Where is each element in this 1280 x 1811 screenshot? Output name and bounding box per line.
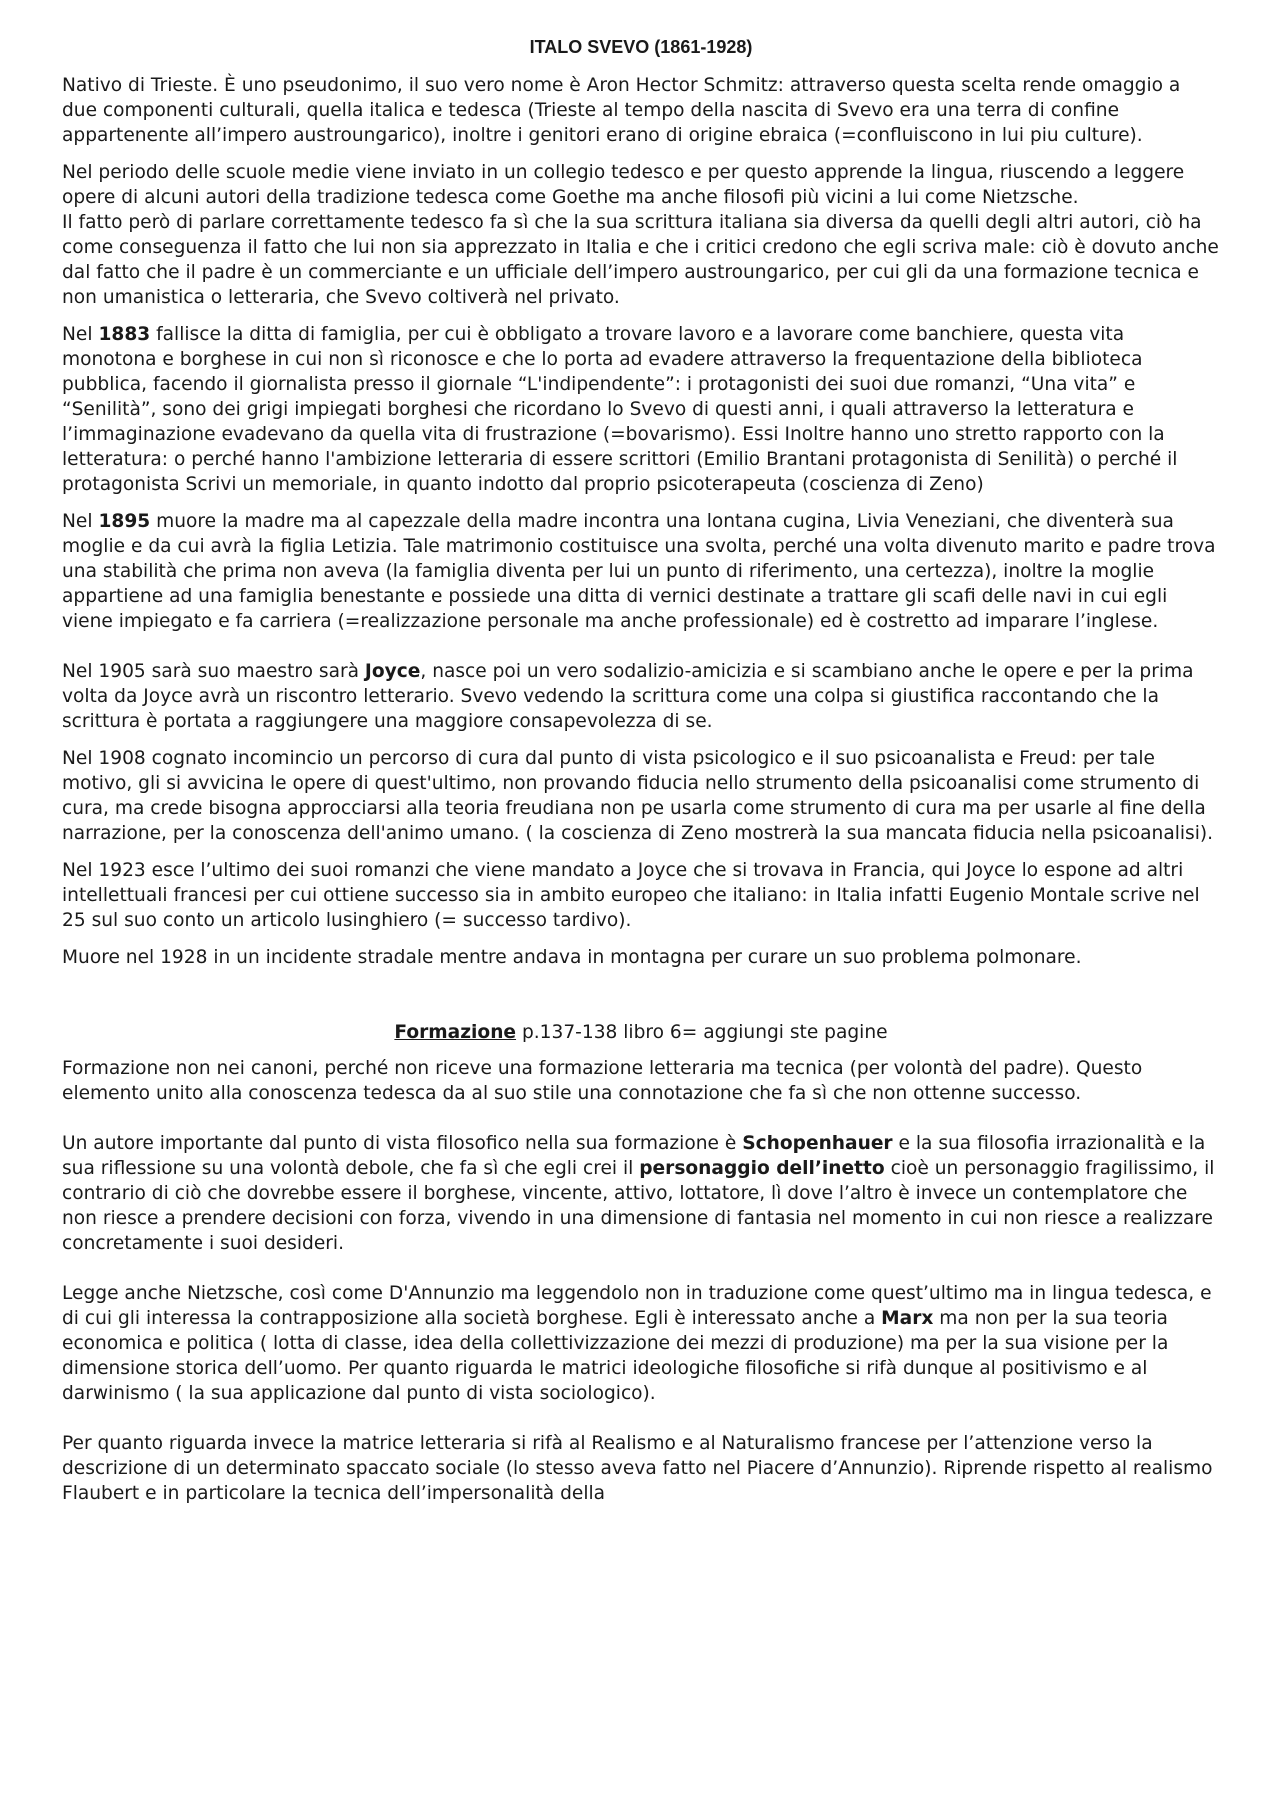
paragraph [62, 322, 1220, 497]
section-heading-note: p.137-138 libro 6= aggiungi ste pagine [516, 1022, 888, 1043]
bold-term: 1883 [98, 324, 151, 345]
paragraph [62, 210, 1220, 310]
text-run: Nel 1905 sarà suo maestro sarà [62, 661, 365, 682]
text-run: Muore nel 1928 in un incidente stradale mentre andava in montagna per curare un suo problema polmonare. [62, 947, 1082, 968]
paragraph [62, 1281, 1220, 1406]
text-run: fallisce la ditta di famiglia, per cui è obbligato a trovare lavoro e a lavorare come banchiere, questa vita monotona e borghese in cui non sì riconosce e che lo porta ad evadere attraverso la frequentazione della biblioteca pubblica, facendo il giornalista presso il giornale “L'indipendente”: i protagonisti dei suoi due romanzi, “Una vita” e “Senilità”, sono dei grigi impiegati borghesi che ricordano lo Svevo di questi anni, i quali attraverso la letteratura e l’immaginazione evadevano da quella vita di frustrazione (=bovarismo). Essi Inoltre hanno uno stretto rapporto con la letteratura: o perché hanno l'ambizione letteraria di essere scrittori (Emilio Brantani protagonista di Senilità) o perché il protagonista Scrivi un memoriale, in quanto indotto dal proprio psicoterapeuta (coscienza di Zeno) [62, 324, 1178, 495]
page-title: ITALO SVEVO (1861-1928) [529, 37, 753, 57]
text-run: Nel [62, 324, 99, 345]
bold-term: personaggio dell’inetto [639, 1158, 885, 1179]
paragraph [62, 1431, 1220, 1506]
paragraph [62, 509, 1220, 634]
text-run: ma non per la sua teoria economica e politica ( lotta di classe, idea della collettivizzazione dei mezzi di produzione) ma per la sua visione per la dimensione storica dell’uomo. Per quanto riguarda le matrici ideologiche filosofiche si rifà dunque al positivismo e al darwinismo ( la sua applicazione dal punto di vista sociologico). [62, 1308, 1169, 1404]
text-run: Nel [62, 511, 99, 532]
text-run: , nasce poi un vero sodalizio-amicizia e si scambiano anche le opere e per la prima volta da Joyce avrà un riscontro letterario. Svevo vedendo la scrittura come una colpa si giustifica raccontando che la scrittura è portata a raggiungere una maggiore consapevolezza di se. [62, 661, 1194, 732]
bold-term: Marx [881, 1308, 934, 1329]
paragraph [62, 1056, 1220, 1106]
text-run: Formazione non nei canoni, perché non riceve una formazione letteraria ma tecnica (per volontà del padre). Questo elemento unito alla conoscenza tedesca da al suo stile una connotazione che fa sì che non ottenne successo. [62, 1058, 1143, 1104]
section-spacer [62, 982, 1220, 1020]
paragraph [62, 746, 1220, 846]
biography-section [62, 73, 1220, 970]
paragraph [62, 858, 1220, 933]
blank-line [62, 634, 1220, 659]
paragraph [62, 945, 1220, 970]
paragraph [62, 73, 1220, 148]
paragraph [62, 160, 1220, 210]
paragraph [62, 659, 1220, 734]
bold-term: Schopenhauer [742, 1133, 893, 1154]
section-heading-formazione [62, 1020, 1220, 1045]
text-run: Nel 1908 cognato incomincio un percorso di cura dal punto di vista psicologico e il suo psicoanalista e Freud: per tale motivo, gli si avvicina le opere di quest'ultimo, non provando fiducia nello strumento della psicoanalisi come strumento di cura, ma crede bisogna approcciarsi alla teoria freudiana non pe usarla come strumento di cura ma per usarle al fine della narrazione, per la conoscenza dell'animo umano. ( la coscienza di Zeno mostrerà la sua mancata fiducia nella psicoanalisi). [62, 748, 1214, 844]
blank-line [62, 1406, 1220, 1431]
text-run: Per quanto riguarda invece la matrice letteraria si rifà al Realismo e al Naturalismo francese per l’attenzione verso la descrizione di un determinato spaccato sociale (lo stesso aveva fatto nel Piacere d’Annunzio). Riprende rispetto al realismo Flaubert e in particolare la tecnica dell’impersonalità della [62, 1433, 1213, 1504]
formazione-section [62, 1056, 1220, 1506]
bold-term: 1895 [98, 511, 151, 532]
text-run: e la sua filosofia irrazionalità e la sua riflessione su una volontà debole, che fa sì che egli crei il [62, 1133, 1206, 1179]
bold-term: Joyce [364, 661, 421, 682]
text-run: Il fatto però di parlare correttamente tedesco fa sì che la sua scrittura italiana sia diversa da quelli degli altri autori, ciò ha come conseguenza il fatto che lui non sia apprezzato in Italia e che i critici credono che egli scriva male: ciò è dovuto anche dal fatto che il padre è un commerciante e un ufficiale dell’impero austroungarico, per cui gli da una formazione tecnica e non umanistica o letteraria, che Svevo coltiverà nel privato. [62, 212, 1219, 308]
text-run: Un autore importante dal punto di vista filosofico nella sua formazione è [62, 1133, 743, 1154]
blank-line [62, 1256, 1220, 1281]
text-run: Nativo di Trieste. È uno pseudonimo, il suo vero nome è Aron Hector Schmitz: attraverso questa scelta rende omaggio a due componenti culturali, quella italica e tedesca (Trieste al tempo della nascita di Svevo era una terra di confine appartenente all’impero austroungarico), inoltre i genitori erano di origine ebraica (=confluiscono in lui piu culture). [62, 75, 1181, 146]
blank-line [62, 1106, 1220, 1131]
text-run: Legge anche Nietzsche, così come D'Annunzio ma leggendolo non in traduzione come quest’ultimo ma in lingua tedesca, e di cui gli interessa la contrapposizione alla società borghese. Egli è interessato anche a [62, 1283, 1212, 1329]
text-run: Nel periodo delle scuole medie viene inviato in un collegio tedesco e per questo apprende la lingua, riuscendo a leggere opere di alcuni autori della tradizione tedesca come Goethe ma anche filosofi più vicini a lui come Nietzsche. [62, 162, 1185, 208]
text-run: cioè un personaggio fragilissimo, il contrario di ciò che dovrebbe essere il borghese, vincente, attivo, lottatore, lì dove l’altro è invece un contemplatore che non riesce a prendere decisioni con forza, vivendo in una dimensione di fantasia nel momento in cui non riesce a realizzare concretamente i suoi desideri. [62, 1158, 1215, 1254]
section-heading-title: Formazione [394, 1022, 517, 1043]
text-run: Nel 1923 esce l’ultimo dei suoi romanzi che viene mandato a Joyce che si trovava in Francia, qui Joyce lo espone ad altri intellettuali francesi per cui ottiene successo sia in ambito europeo che italiano: in Italia infatti Eugenio Montale scrive nel 25 sul suo conto un articolo lusinghiero (= successo tardivo). [62, 860, 1200, 931]
paragraph [62, 1131, 1220, 1256]
text-run: muore la madre ma al capezzale della madre incontra una lontana cugina, Livia Veneziani, che diventerà sua moglie e da cui avrà la figlia Letizia. Tale matrimonio costituisce una svolta, perché una volta divenuto marito e padre trova una stabilità che prima non aveva (la famiglia diventa per lui un punto di riferimento, una certezza), inoltre la moglie appartiene ad una famiglia benestante e possiede una ditta di vernici destinate a trattare gli scafi delle navi in cui egli viene impiegato e fa carriera (=realizzazione personale ma anche professionale) ed è costretto ad imparare l’inglese. [62, 511, 1216, 632]
